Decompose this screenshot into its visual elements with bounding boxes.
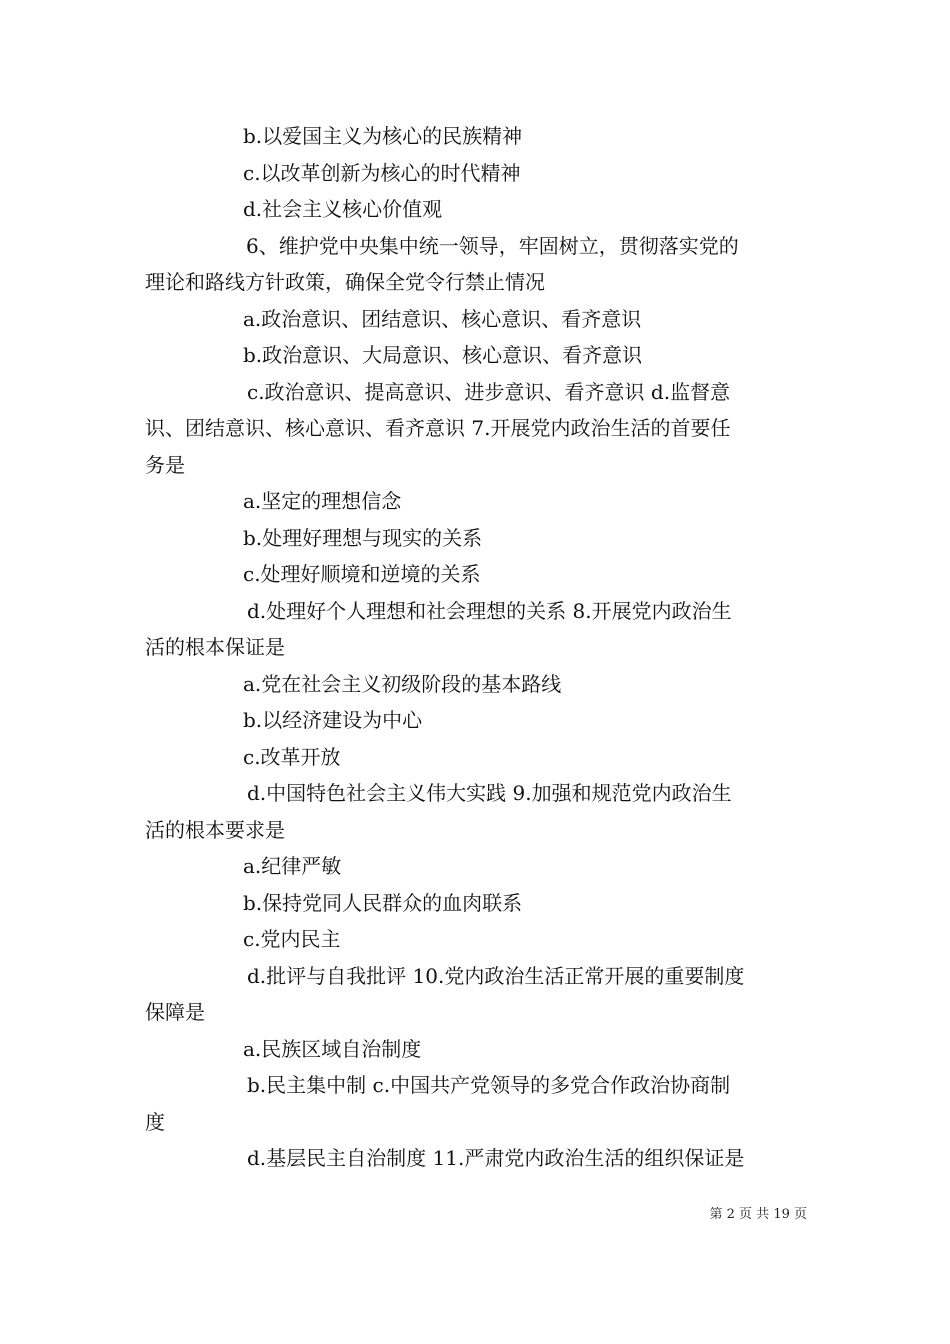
text-line: b.处理好理想与现实的关系 [243, 525, 483, 550]
text-line: b.保持党同人民群众的血肉联系 [243, 890, 523, 915]
text-line: c.以改革创新为核心的时代精神 [243, 160, 521, 185]
text-line: 活的根本要求是 [145, 817, 285, 842]
text-line: 识、团结意识、核心意识、看齐意识 7.开展党内政治生活的首要任 [145, 416, 731, 440]
text-line: 务是 [145, 452, 185, 477]
text-line: d.基层民主自治制度 11.严肃党内政治生活的组织保证是 [247, 1146, 745, 1170]
text-line: a.纪律严敏 [243, 854, 342, 878]
text-line: 度 [145, 1109, 165, 1134]
text-line: d.中国特色社会主义伟大实践 9.加强和规范党内政治生 [247, 781, 732, 805]
text-line: d.批评与自我批评 10.党内政治生活正常开展的重要制度 [247, 963, 745, 988]
page-number-footer: 第 2 页 共 19 页 [709, 1207, 807, 1222]
text-line: a.民族区域自治制度 [243, 1036, 422, 1061]
text-line: d.社会主义核心价值观 [243, 197, 443, 221]
text-line: b.民主集中制 c.中国共产党领导的多党合作政治协商制 [247, 1073, 731, 1097]
text-line: 保障是 [145, 1000, 205, 1024]
text-line: c.政治意识、提高意识、进步意识、看齐意识 d.监督意 [247, 379, 731, 404]
text-line: 6、维护党中央集中统一领导，牢固树立，贯彻落实党的 [246, 233, 739, 258]
text-line: 理论和路线方针政策，确保全党令行禁止情况 [145, 270, 545, 294]
text-line: a.党在社会主义初级阶段的基本路线 [243, 671, 562, 696]
text-line: a.坚定的理想信念 [243, 489, 402, 513]
text-line: c.处理好顺境和逆境的关系 [243, 562, 481, 586]
text-line: c.改革开放 [243, 744, 341, 769]
text-line: d.处理好个人理想和社会理想的关系 8.开展党内政治生 [247, 598, 732, 623]
text-line: a.政治意识、团结意识、核心意识、看齐意识 [243, 306, 642, 331]
text-line: b.以经济建设为中心 [243, 708, 423, 732]
text-line: b.政治意识、大局意识、核心意识、看齐意识 [243, 343, 643, 367]
text-line: 活的根本保证是 [145, 635, 285, 659]
document-body [145, 118, 810, 1177]
text-line: b.以爱国主义为核心的民族精神 [243, 124, 523, 148]
text-line: c.党内民主 [243, 927, 341, 951]
